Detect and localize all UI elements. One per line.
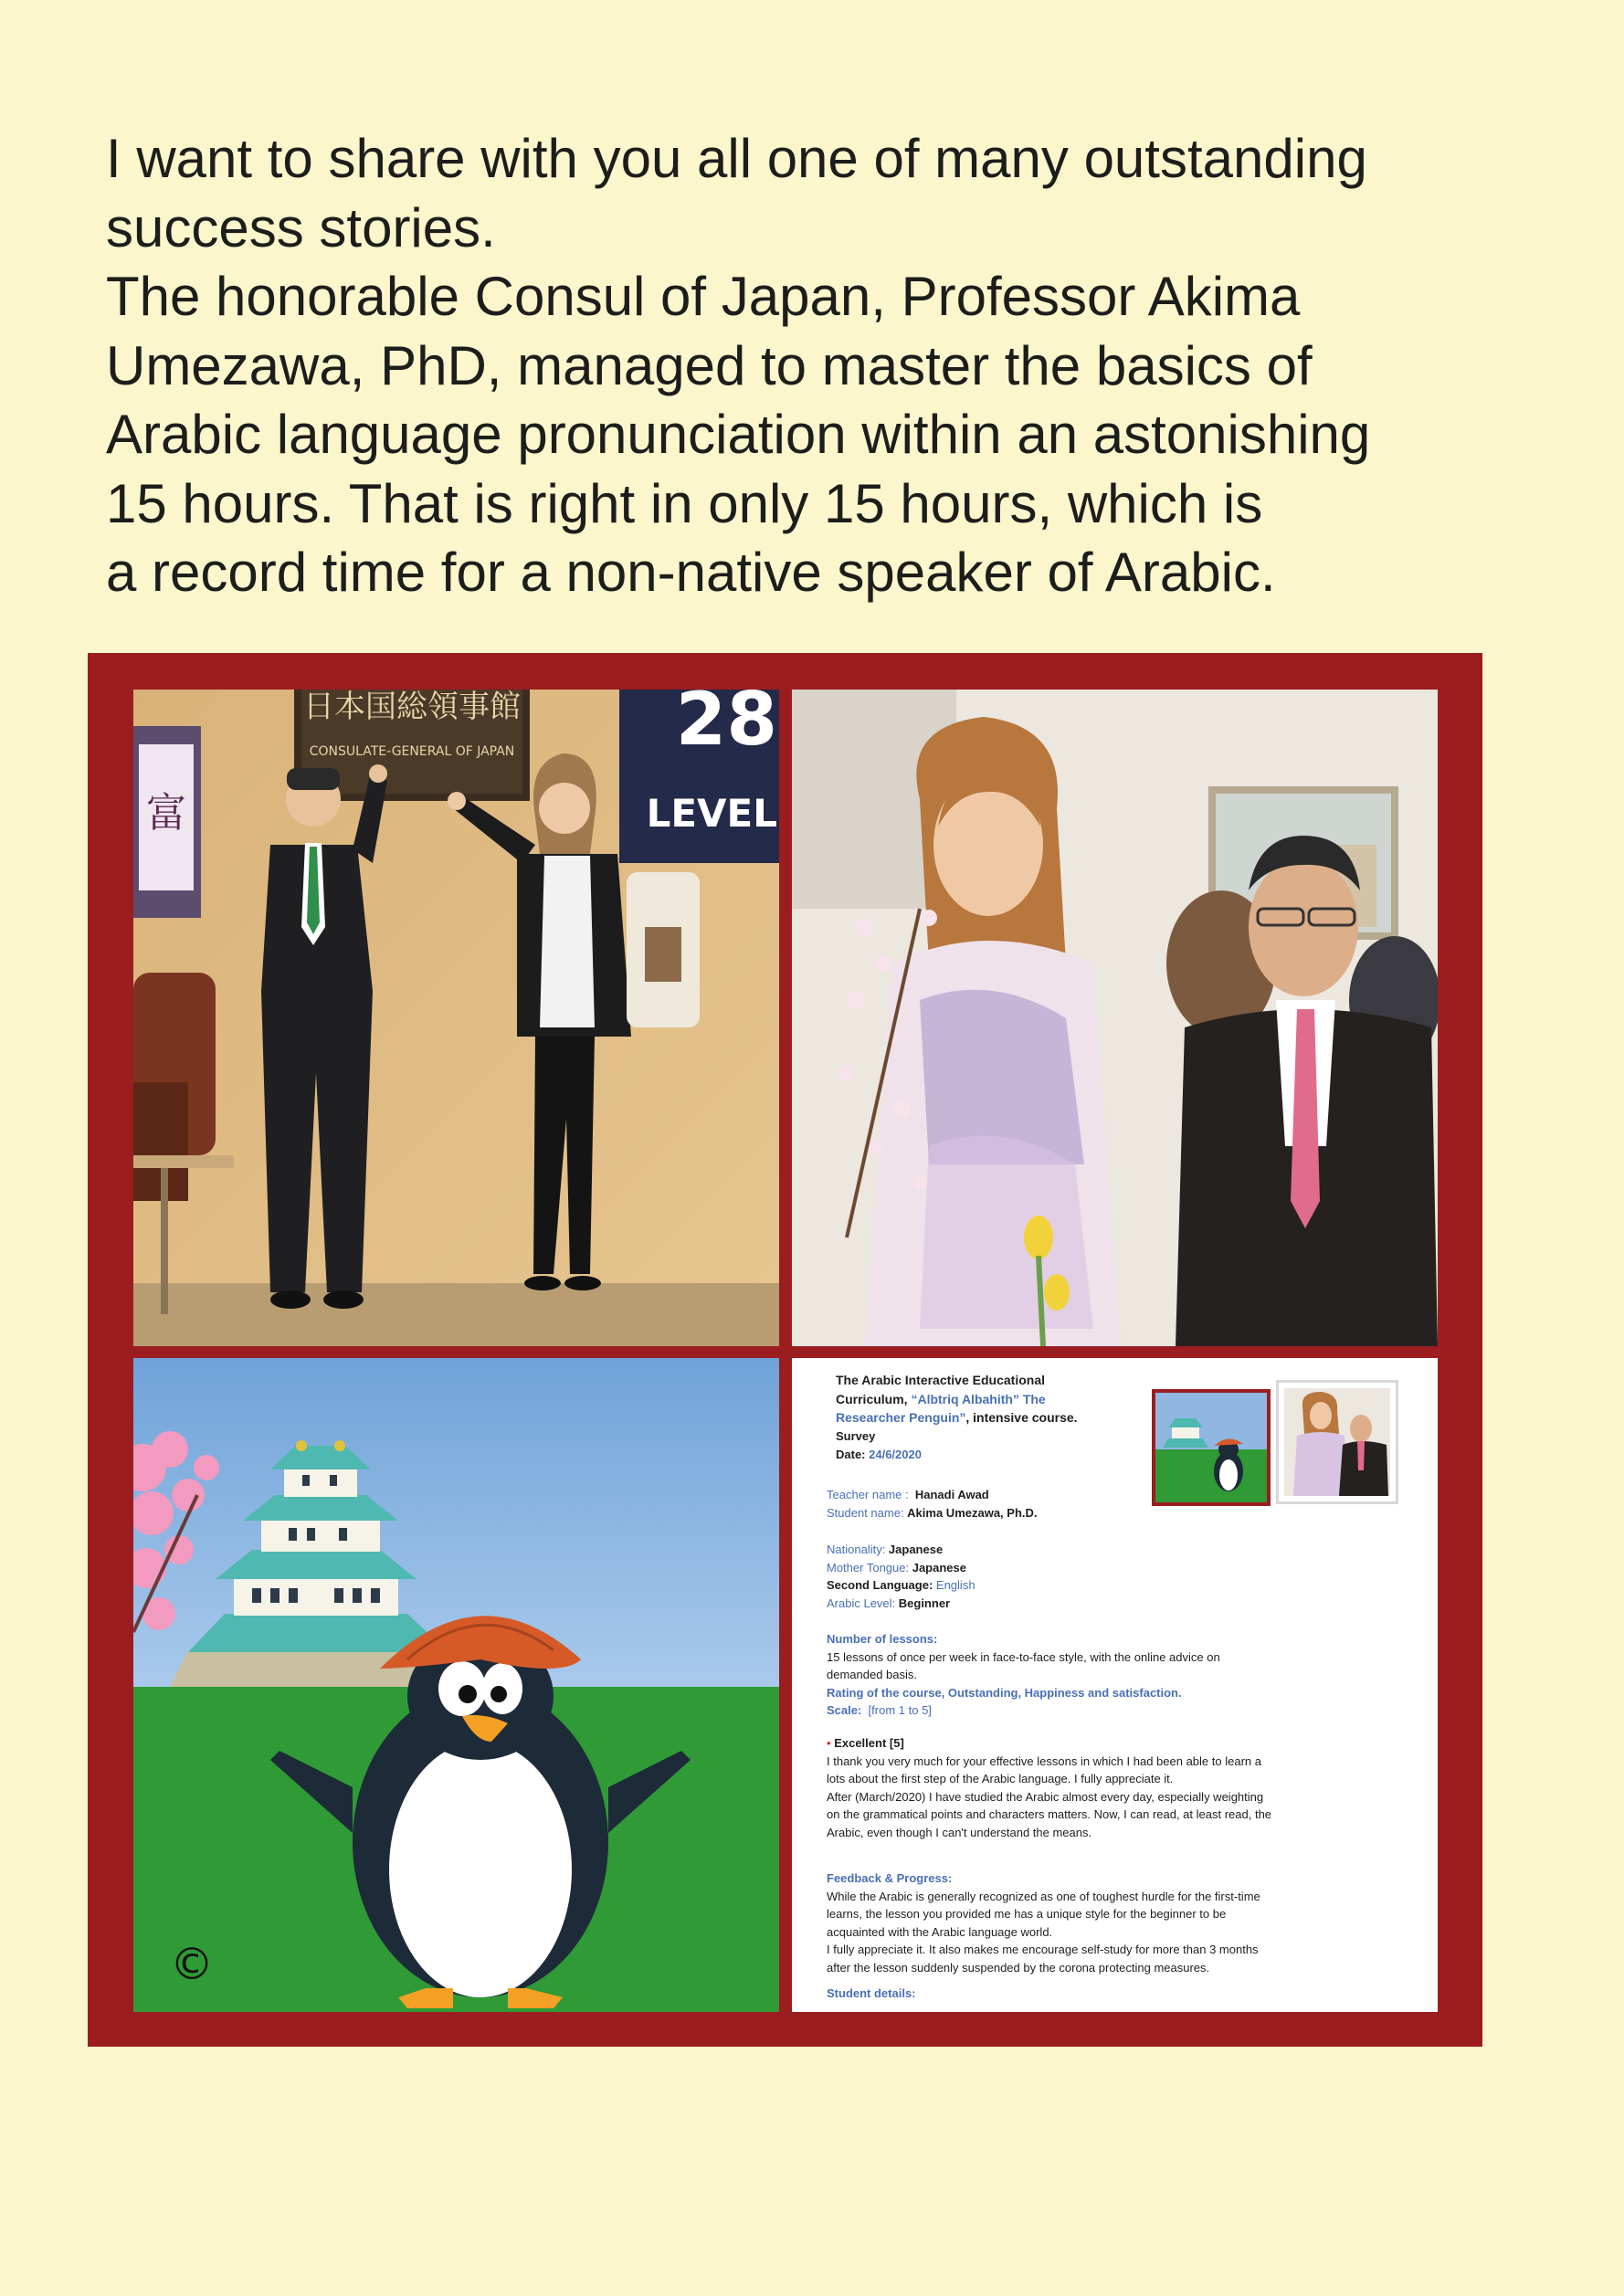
student-survey-document bbox=[792, 1358, 1438, 2012]
excellent-block bbox=[827, 1734, 1393, 1841]
scale-value: [from 1 to 5] bbox=[868, 1703, 932, 1717]
arabic-level-label: Arabic Level: bbox=[827, 1596, 899, 1610]
lessons-heading: Number of lessons: bbox=[827, 1632, 938, 1646]
intro-paragraph bbox=[106, 124, 1567, 607]
intro-line: success stories. bbox=[106, 196, 496, 258]
copyright-mark: © bbox=[170, 1939, 214, 1990]
photo-collage-frame bbox=[88, 653, 1482, 2047]
feedback-line: acquainted with the Arabic language world. bbox=[827, 1924, 1053, 1939]
survey-date bbox=[836, 1446, 1110, 1465]
feedback-line: learns, the lesson you provided me has a unique style for the beginner to be bbox=[827, 1907, 1227, 1921]
survey-title-line2-b: “Albtriq Albahith” The bbox=[911, 1391, 1046, 1406]
consulate-sign-japanese: 日本国総領事館 bbox=[303, 690, 521, 725]
intro-line: 15 hours. That is right in only 15 hours, which is bbox=[106, 472, 1263, 534]
second-language-value: English bbox=[935, 1578, 975, 1592]
nationality-value: Japanese bbox=[888, 1543, 944, 1556]
survey-label: Survey bbox=[836, 1428, 876, 1443]
intro-line: Umezawa, PhD, managed to master the basics of bbox=[106, 334, 1313, 396]
penguin-cartoon bbox=[133, 1358, 779, 2012]
student-details-heading: Student details: bbox=[827, 1986, 916, 2000]
intro-line: a record time for a non-native speaker of Arabic. bbox=[106, 542, 1276, 603]
student-row bbox=[827, 1504, 1393, 1522]
feedback-line: While the Arabic is generally recognized as one of toughest hurdle for the first-time bbox=[827, 1889, 1260, 1903]
reception-photo bbox=[792, 690, 1438, 1346]
excellent-heading: Excellent [5] bbox=[834, 1736, 904, 1750]
excellent-line: Arabic, even though I can't understand the means. bbox=[827, 1825, 1092, 1839]
svg-text:富: 富 bbox=[146, 790, 186, 837]
teacher-row bbox=[827, 1486, 1393, 1504]
level-number: 28 bbox=[675, 690, 777, 762]
teacher-student-block bbox=[827, 1486, 1393, 1522]
survey-date-value: 24/6/2020 bbox=[869, 1448, 922, 1461]
lessons-text-1: 15 lessons of once per week in face-to-face style, with the online advice on bbox=[827, 1649, 1220, 1664]
mother-tongue-label: Mother Tongue: bbox=[827, 1560, 912, 1575]
excellent-line: After (March/2020) I have studied the Arabic almost every day, especially weighting bbox=[827, 1789, 1264, 1804]
feedback-heading: Feedback & Progress: bbox=[827, 1871, 953, 1885]
reception-photo-illustration bbox=[792, 690, 1438, 1346]
level-label: LEVEL bbox=[646, 791, 777, 836]
mother-tongue-row bbox=[827, 1559, 1393, 1577]
consulate-sign-english: CONSULATE-GENERAL OF JAPAN bbox=[309, 744, 515, 759]
survey-title-line3-a: Researcher Penguin” bbox=[836, 1410, 966, 1425]
reception-thumbnail-illustration bbox=[1284, 1388, 1390, 1496]
feedback-line: I fully appreciate it. It also makes me encourage self-study for more than 3 months bbox=[827, 1943, 1259, 1956]
mother-tongue-value: Japanese bbox=[912, 1560, 966, 1575]
excellent-line: I thank you very much for your effective lessons in which I had been able to learn a bbox=[827, 1754, 1261, 1768]
scale-label: Scale: bbox=[827, 1703, 862, 1717]
scale-row bbox=[827, 1701, 1393, 1720]
excellent-heading-row bbox=[827, 1734, 1393, 1753]
student-profile-block bbox=[827, 1541, 1393, 1612]
survey-title-line3-b: , intensive course. bbox=[965, 1410, 1078, 1425]
intro-line: I want to share with you all one of many outstanding bbox=[106, 128, 1367, 189]
consulate-photo bbox=[133, 690, 779, 1346]
arabic-level-row bbox=[827, 1595, 1393, 1613]
second-language-row bbox=[827, 1576, 1393, 1595]
survey-title-line2-a: Curriculum, bbox=[836, 1391, 912, 1406]
feedback-line: after the lesson suddenly suspended by the corona protecting measures. bbox=[827, 1960, 1210, 1975]
nationality-row bbox=[827, 1541, 1393, 1559]
excellent-line: lots about the first step of the Arabic language. I fully appreciate it. bbox=[827, 1772, 1174, 1785]
teacher-value: Hanadi Awad bbox=[914, 1488, 989, 1501]
survey-date-label: Date: bbox=[836, 1448, 870, 1461]
excellent-line: on the grammatical points and characters matters. Now, I can read, at least read, the bbox=[827, 1807, 1272, 1821]
survey-title-line2 bbox=[836, 1390, 1110, 1409]
feedback-block bbox=[827, 1869, 1393, 1976]
penguin-castle-illustration bbox=[133, 1358, 779, 2012]
student-value: Akima Umezawa, Ph.D. bbox=[907, 1505, 1038, 1520]
teacher-label: Teacher name : bbox=[827, 1488, 909, 1501]
survey-header bbox=[836, 1371, 1110, 1465]
student-details-block bbox=[827, 1985, 1393, 2003]
student-label: Student name: bbox=[827, 1505, 908, 1520]
intro-line: Arabic language pronunciation within an astonishing bbox=[106, 404, 1371, 465]
lessons-block bbox=[827, 1630, 1393, 1720]
arabic-level-value: Beginner bbox=[898, 1596, 951, 1610]
bullet-icon: • bbox=[827, 1736, 831, 1750]
rating-text: Rating of the course, Outstanding, Happiness and satisfaction. bbox=[827, 1685, 1182, 1700]
consulate-photo-illustration bbox=[133, 690, 779, 1346]
second-language-label: Second Language: bbox=[827, 1578, 936, 1592]
survey-title-line3 bbox=[836, 1408, 1110, 1427]
nationality-label: Nationality: bbox=[827, 1543, 889, 1556]
lessons-text-2: demanded basis. bbox=[827, 1668, 918, 1681]
intro-line: The honorable Consul of Japan, Professor Akima bbox=[106, 266, 1301, 327]
survey-title-line1: The Arabic Interactive Educational bbox=[836, 1373, 1045, 1387]
